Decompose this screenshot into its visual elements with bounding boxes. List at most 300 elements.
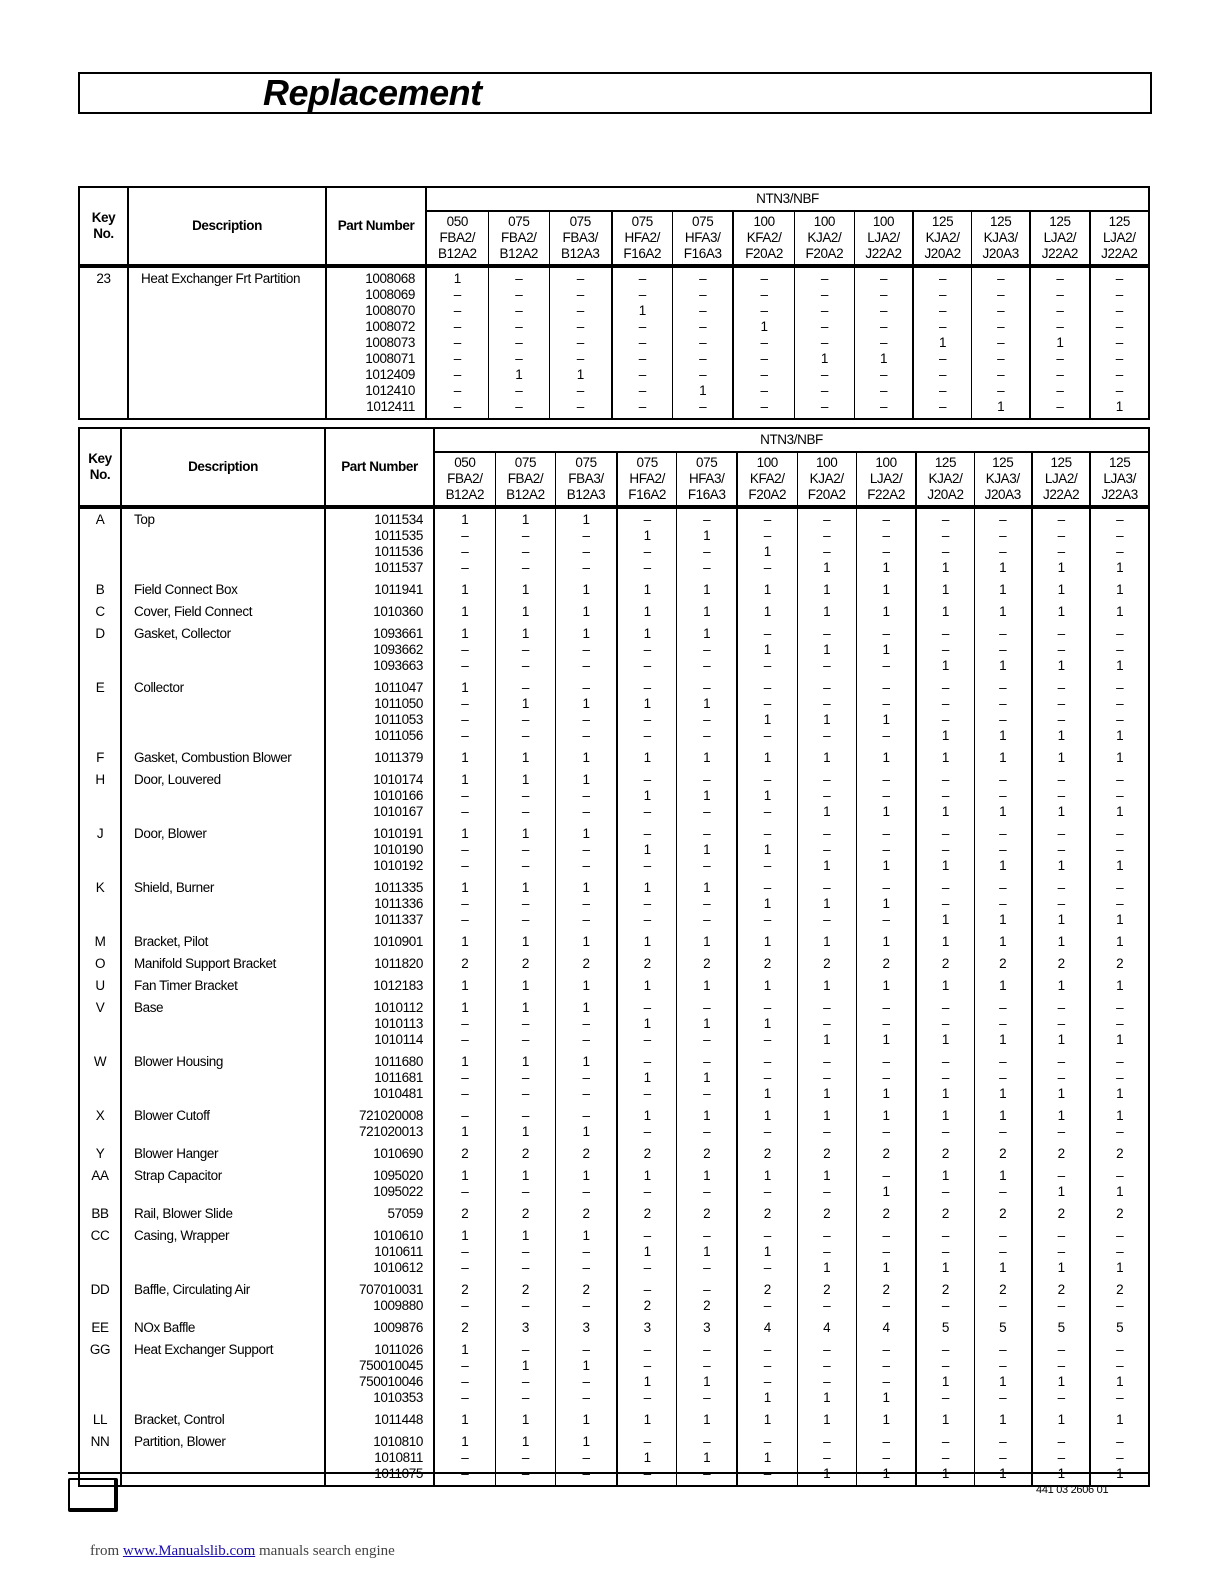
quantity-value: – bbox=[582, 1244, 590, 1259]
quantity-value: 1 bbox=[1116, 1412, 1124, 1427]
header-model-column bbox=[617, 452, 677, 507]
description-cell-text: Rail, Blower Slide bbox=[134, 1206, 233, 1221]
quantity-cell bbox=[1090, 601, 1149, 623]
quantity-value: – bbox=[515, 383, 523, 398]
quantity-value: 1 bbox=[521, 1168, 529, 1183]
quantity-value: – bbox=[1056, 303, 1064, 318]
quantity-value: – bbox=[941, 626, 950, 641]
quantity-value: – bbox=[582, 842, 590, 857]
quantity-value: 2 bbox=[882, 1146, 890, 1161]
quantity-cell bbox=[1032, 931, 1091, 953]
header-model-column bbox=[549, 211, 611, 266]
quantity-value: 1 bbox=[643, 696, 651, 711]
quantity-value: – bbox=[1057, 642, 1065, 657]
quantity-value: – bbox=[763, 1342, 771, 1357]
table-row bbox=[79, 1339, 1149, 1409]
quantity-value: 1 bbox=[703, 978, 711, 993]
quantity-value: – bbox=[1057, 544, 1065, 559]
model-label-line2: FBA3/ bbox=[568, 471, 604, 486]
quantity-value: 1 bbox=[703, 528, 711, 543]
quantity-value: – bbox=[879, 383, 888, 398]
quantity-cell bbox=[677, 769, 737, 823]
quantity-value: – bbox=[1115, 383, 1123, 398]
description-cell bbox=[121, 997, 325, 1051]
quantity-value: – bbox=[820, 367, 828, 382]
quantity-cell bbox=[916, 1143, 974, 1165]
quantity-value: 1 bbox=[461, 1342, 469, 1357]
quantity-value: – bbox=[699, 303, 707, 318]
quantity-cell bbox=[617, 975, 677, 997]
manualslib-link[interactable]: www.Manualslib.com bbox=[122, 1543, 256, 1559]
quantity-cell bbox=[556, 769, 617, 823]
part-number-cell bbox=[325, 769, 434, 823]
model-label-line1: 125 bbox=[931, 214, 954, 229]
part-number-cell bbox=[325, 747, 434, 769]
key-no-cell bbox=[79, 1409, 121, 1431]
quantity-value: 1 bbox=[703, 1070, 711, 1085]
quantity-value: 1 bbox=[643, 842, 651, 857]
quantity-value: – bbox=[582, 528, 590, 543]
quantity-cell bbox=[797, 601, 856, 623]
quantity-value: – bbox=[823, 626, 831, 641]
quantity-cell bbox=[617, 877, 677, 931]
table-row bbox=[79, 579, 1149, 601]
table-row bbox=[79, 877, 1149, 931]
quantity-value: – bbox=[521, 1374, 529, 1389]
quantity-cell bbox=[1032, 953, 1091, 975]
quantity-value: – bbox=[1057, 1000, 1065, 1015]
quantity-cell bbox=[617, 1409, 677, 1431]
quantity-value: – bbox=[1057, 626, 1065, 641]
quantity-value: – bbox=[461, 642, 469, 657]
quantity-value: – bbox=[515, 335, 523, 350]
part-number: 1008073 bbox=[365, 335, 415, 350]
quantity-cell bbox=[617, 507, 677, 579]
quantity-value: – bbox=[1116, 788, 1124, 803]
key-no-cell bbox=[79, 1279, 121, 1317]
header-model-column bbox=[1030, 211, 1089, 266]
quantity-value: – bbox=[999, 1228, 1007, 1243]
quantity-value: – bbox=[941, 680, 950, 695]
quantity-value: – bbox=[1057, 1342, 1065, 1357]
table-row bbox=[79, 997, 1149, 1051]
quantity-value: – bbox=[823, 512, 831, 527]
quantity-value bbox=[496, 1466, 555, 1482]
quantity-cell bbox=[495, 877, 555, 931]
quantity-value: – bbox=[763, 696, 771, 711]
part-number: 1011053 bbox=[374, 712, 423, 727]
quantity-value: 1 bbox=[941, 1086, 950, 1101]
part-number-cell bbox=[325, 1225, 434, 1279]
quantity-value: – bbox=[941, 788, 950, 803]
model-label-line2: KJA2/ bbox=[809, 471, 844, 486]
quantity-cell bbox=[617, 997, 677, 1051]
quantity-value: – bbox=[638, 351, 646, 366]
model-label-line3: B12A3 bbox=[560, 246, 600, 261]
key-no-cell-text: NN bbox=[90, 1434, 110, 1449]
part-number: 1010610 bbox=[373, 1228, 423, 1243]
key-no-cell bbox=[79, 823, 121, 877]
quantity-cell bbox=[797, 1203, 856, 1225]
quantity-value: – bbox=[1057, 1168, 1065, 1183]
key-no-cell-text: C bbox=[95, 604, 105, 619]
header-model-column bbox=[677, 452, 737, 507]
quantity-value: – bbox=[521, 658, 529, 673]
quantity-value: – bbox=[999, 1016, 1007, 1031]
quantity-value: 1 bbox=[582, 826, 590, 841]
quantity-cell bbox=[556, 1431, 617, 1486]
quantity-cell bbox=[495, 623, 555, 677]
quantity-value: – bbox=[1116, 1000, 1124, 1015]
description-cell-text: Baffle, Circulating Air bbox=[134, 1282, 250, 1297]
quantity-value: 1 bbox=[1116, 658, 1124, 673]
quantity-cell bbox=[556, 1051, 617, 1105]
quantity-value: 1 bbox=[939, 335, 947, 350]
quantity-value: 1 bbox=[999, 1032, 1007, 1047]
description-cell-text: Base bbox=[134, 1000, 164, 1015]
quantity-value: – bbox=[941, 896, 950, 911]
part-number: 1010167 bbox=[373, 804, 423, 819]
part-number: 1011337 bbox=[374, 912, 423, 927]
quantity-cell bbox=[797, 997, 856, 1051]
part-number: 1011681 bbox=[374, 1070, 423, 1085]
quantity-value: – bbox=[882, 1054, 890, 1069]
model-label-line1: 125 bbox=[1049, 214, 1071, 229]
quantity-cell bbox=[1032, 1317, 1091, 1339]
quantity-value: 1 bbox=[643, 1016, 651, 1031]
quantity-value: 1 bbox=[699, 383, 707, 398]
quantity-value: – bbox=[823, 1016, 831, 1031]
quantity-cell bbox=[913, 266, 972, 419]
quantity-value: 1 bbox=[643, 1108, 651, 1123]
quantity-cell bbox=[916, 623, 974, 677]
quantity-value: 2 bbox=[941, 956, 950, 971]
quantity-value: – bbox=[461, 728, 469, 743]
header-model-group: NTN3/NBF bbox=[434, 428, 1149, 452]
quantity-value: – bbox=[882, 544, 890, 559]
table-row bbox=[79, 747, 1149, 769]
model-label-line1: 100 bbox=[875, 455, 897, 470]
part-number: 1011535 bbox=[374, 528, 423, 543]
quantity-cell bbox=[974, 997, 1032, 1051]
quantity-value: – bbox=[521, 1032, 529, 1047]
quantity-value bbox=[917, 1466, 973, 1482]
key-no-cell bbox=[79, 877, 121, 931]
quantity-cell bbox=[434, 953, 495, 975]
quantity-value: – bbox=[1116, 512, 1124, 527]
part-number-cell bbox=[326, 266, 426, 419]
header-model-column bbox=[556, 452, 617, 507]
model-label-line2: KFA2/ bbox=[746, 230, 782, 245]
quantity-value: 3 bbox=[703, 1320, 711, 1335]
quantity-value: 2 bbox=[1057, 1282, 1065, 1297]
quantity-value: – bbox=[1116, 1054, 1124, 1069]
quantity-value: – bbox=[823, 788, 831, 803]
quantity-value: 1 bbox=[1057, 1374, 1065, 1389]
quantity-value: – bbox=[760, 383, 768, 398]
quantity-value: 1 bbox=[941, 1168, 950, 1183]
model-label-line3: J20A3 bbox=[984, 487, 1021, 502]
quantity-cell bbox=[1090, 1105, 1149, 1143]
quantity-value: 1 bbox=[823, 582, 831, 597]
quantity-cell bbox=[434, 997, 495, 1051]
quantity-cell bbox=[737, 953, 797, 975]
quantity-value: – bbox=[882, 626, 890, 641]
quantity-cell bbox=[1090, 1339, 1149, 1409]
quantity-value: – bbox=[703, 728, 711, 743]
header-model-column bbox=[913, 211, 972, 266]
description-cell-text: Bracket, Control bbox=[134, 1412, 225, 1427]
key-no-cell bbox=[79, 769, 121, 823]
quantity-value: 1 bbox=[999, 1374, 1007, 1389]
quantity-cell bbox=[1032, 823, 1091, 877]
quantity-cell bbox=[556, 997, 617, 1051]
description-cell bbox=[121, 623, 325, 677]
quantity-cell bbox=[556, 877, 617, 931]
quantity-cell bbox=[677, 1409, 737, 1431]
quantity-value: 2 bbox=[941, 1282, 950, 1297]
quantity-cell bbox=[617, 1051, 677, 1105]
quantity-value: – bbox=[643, 680, 651, 695]
table-row bbox=[79, 769, 1149, 823]
quantity-value: 2 bbox=[882, 1282, 890, 1297]
quantity-cell bbox=[1030, 266, 1089, 419]
quantity-value: – bbox=[461, 1374, 469, 1389]
quantity-cell bbox=[916, 579, 974, 601]
key-no-cell bbox=[79, 1339, 121, 1409]
quantity-value: – bbox=[999, 1298, 1007, 1313]
quantity-cell bbox=[797, 1051, 856, 1105]
key-no-cell-text: E bbox=[95, 680, 105, 695]
quantity-value: – bbox=[939, 367, 947, 382]
quantity-cell bbox=[916, 747, 974, 769]
part-number: 1011536 bbox=[374, 544, 423, 559]
header-part-number: Part Number bbox=[325, 428, 434, 507]
quantity-value: – bbox=[1115, 271, 1123, 286]
key-no-cell bbox=[79, 266, 128, 419]
quantity-cell bbox=[495, 1225, 555, 1279]
part-number: 721020013 bbox=[359, 1124, 423, 1139]
model-label-line3: J22A2 bbox=[1042, 487, 1080, 502]
quantity-value: – bbox=[763, 560, 771, 575]
quantity-value: – bbox=[882, 826, 890, 841]
quantity-value: – bbox=[1057, 1124, 1065, 1139]
quantity-value: – bbox=[1116, 1450, 1124, 1465]
quantity-value: 1 bbox=[1116, 1260, 1124, 1275]
quantity-value: – bbox=[1115, 351, 1123, 366]
quantity-value: – bbox=[823, 1070, 831, 1085]
quantity-value: 1 bbox=[461, 880, 469, 895]
quantity-value: 1 bbox=[882, 604, 890, 619]
description-cell bbox=[121, 1051, 325, 1105]
quantity-value: – bbox=[1116, 896, 1124, 911]
part-number: 750010046 bbox=[359, 1374, 423, 1389]
quantity-cell bbox=[677, 953, 737, 975]
key-no-cell bbox=[79, 747, 121, 769]
quantity-cell bbox=[797, 1339, 856, 1409]
quantity-cell bbox=[797, 747, 856, 769]
quantity-value: – bbox=[823, 1342, 831, 1357]
quantity-value: 1 bbox=[643, 934, 651, 949]
part-number: 1010360 bbox=[373, 604, 423, 619]
table-row bbox=[79, 1431, 1149, 1486]
quantity-value: 1 bbox=[582, 1054, 590, 1069]
quantity-value: – bbox=[823, 680, 831, 695]
part-number-cell bbox=[325, 1279, 434, 1317]
quantity-value: – bbox=[941, 642, 950, 657]
quantity-value: 1 bbox=[703, 1412, 711, 1427]
quantity-cell bbox=[916, 997, 974, 1051]
part-number: 1012183 bbox=[373, 978, 423, 993]
quantity-value: – bbox=[521, 728, 529, 743]
model-label-line3: F20A2 bbox=[805, 246, 844, 261]
quantity-value: – bbox=[515, 271, 523, 286]
quantity-cell bbox=[434, 1143, 495, 1165]
quantity-value: – bbox=[763, 912, 771, 927]
model-label-line1: 075 bbox=[696, 455, 718, 470]
quantity-cell bbox=[974, 1409, 1032, 1431]
quantity-value: – bbox=[699, 287, 707, 302]
quantity-value: – bbox=[763, 1000, 771, 1015]
quantity-cell bbox=[677, 975, 737, 997]
quantity-value: – bbox=[882, 1244, 890, 1259]
quantity-cell bbox=[677, 1203, 737, 1225]
description-cell-text: Heat Exchanger Support bbox=[134, 1342, 274, 1357]
quantity-cell bbox=[617, 1279, 677, 1317]
quantity-value: – bbox=[882, 1228, 890, 1243]
parts-table-heat-exchanger bbox=[78, 186, 1150, 420]
quantity-value: 2 bbox=[823, 1146, 831, 1161]
quantity-value: – bbox=[1056, 319, 1064, 334]
quantity-cell bbox=[495, 823, 555, 877]
quantity-value: 1 bbox=[703, 1244, 711, 1259]
quantity-value: – bbox=[582, 1450, 590, 1465]
quantity-cell bbox=[737, 975, 797, 997]
quantity-value: – bbox=[999, 826, 1007, 841]
quantity-value: – bbox=[582, 680, 590, 695]
quantity-value: 1 bbox=[521, 1412, 529, 1427]
page-title-box bbox=[78, 72, 1152, 114]
quantity-cell bbox=[916, 1339, 974, 1409]
quantity-value: – bbox=[582, 912, 590, 927]
quantity-value: 1 bbox=[521, 604, 529, 619]
quantity-value: 1 bbox=[941, 582, 950, 597]
quantity-cell bbox=[1090, 266, 1149, 419]
key-no-cell bbox=[79, 579, 121, 601]
quantity-value: – bbox=[1116, 626, 1124, 641]
model-label-line2: KJA3/ bbox=[985, 471, 1020, 486]
quantity-value: – bbox=[939, 271, 947, 286]
quantity-cell bbox=[1032, 1225, 1091, 1279]
quantity-value: – bbox=[882, 1342, 890, 1357]
quantity-value: – bbox=[521, 1390, 529, 1405]
quantity-value: – bbox=[699, 351, 707, 366]
quantity-value: – bbox=[941, 880, 950, 895]
quantity-value: 2 bbox=[582, 1282, 590, 1297]
quantity-cell bbox=[797, 975, 856, 997]
quantity-value: 1 bbox=[882, 1108, 890, 1123]
quantity-cell bbox=[1032, 1203, 1091, 1225]
quantity-value: – bbox=[582, 728, 590, 743]
quantity-value: 2 bbox=[461, 1320, 469, 1335]
quantity-value: – bbox=[461, 842, 469, 857]
quantity-cell bbox=[737, 1051, 797, 1105]
quantity-value: 1 bbox=[999, 912, 1007, 927]
quantity-value: – bbox=[699, 319, 707, 334]
quantity-value: 1 bbox=[941, 858, 950, 873]
quantity-cell bbox=[495, 1143, 555, 1165]
quantity-value: 2 bbox=[823, 1206, 831, 1221]
quantity-value: – bbox=[879, 319, 888, 334]
quantity-value: 1 bbox=[521, 1434, 529, 1449]
quantity-value: 1 bbox=[999, 1260, 1007, 1275]
quantity-value: – bbox=[521, 1086, 529, 1101]
quantity-value: 1 bbox=[823, 712, 831, 727]
part-number: 1093662 bbox=[373, 642, 423, 657]
quantity-cell bbox=[1032, 1105, 1091, 1143]
quantity-value: 1 bbox=[461, 1228, 469, 1243]
quantity-value: – bbox=[999, 896, 1007, 911]
quantity-value: – bbox=[582, 642, 590, 657]
quantity-value: 1 bbox=[941, 934, 950, 949]
part-number: 1011047 bbox=[374, 680, 423, 695]
quantity-value: 1 bbox=[823, 1390, 831, 1405]
description-cell bbox=[121, 601, 325, 623]
quantity-value: 1 bbox=[582, 880, 590, 895]
quantity-value: – bbox=[1056, 351, 1064, 366]
part-number: 1011680 bbox=[374, 1054, 423, 1069]
quantity-cell bbox=[797, 1317, 856, 1339]
part-number: 1011050 bbox=[374, 696, 423, 711]
quantity-cell bbox=[974, 1143, 1032, 1165]
quantity-value: – bbox=[643, 896, 651, 911]
quantity-value: – bbox=[1057, 1434, 1065, 1449]
quantity-value: – bbox=[1116, 1390, 1124, 1405]
quantity-cell bbox=[1032, 1279, 1091, 1317]
quantity-cell bbox=[797, 953, 856, 975]
quantity-value: 1 bbox=[941, 750, 950, 765]
quantity-value: 1 bbox=[582, 696, 590, 711]
table-row bbox=[79, 601, 1149, 623]
quantity-cell bbox=[617, 1317, 677, 1339]
quantity-value: 1 bbox=[521, 880, 529, 895]
quantity-value: – bbox=[1057, 788, 1065, 803]
quantity-value: – bbox=[1116, 1124, 1124, 1139]
quantity-cell bbox=[797, 1431, 856, 1486]
quantity-value: 1 bbox=[643, 880, 651, 895]
quantity-cell bbox=[737, 747, 797, 769]
quantity-value: – bbox=[643, 1124, 651, 1139]
part-number-cell bbox=[325, 677, 434, 747]
quantity-value: – bbox=[582, 1070, 590, 1085]
description-cell-text: Top bbox=[134, 512, 155, 527]
key-no-cell bbox=[79, 997, 121, 1051]
quantity-value: – bbox=[941, 1342, 950, 1357]
quantity-value: 1 bbox=[882, 978, 890, 993]
quantity-value: – bbox=[882, 658, 890, 673]
key-no-cell-text: LL bbox=[92, 1412, 108, 1427]
quantity-value: – bbox=[643, 712, 651, 727]
quantity-value: – bbox=[576, 303, 584, 318]
quantity-value: 5 bbox=[941, 1320, 950, 1335]
table-row bbox=[79, 1165, 1149, 1203]
part-number-cell bbox=[325, 997, 434, 1051]
quantity-value: 1 bbox=[1116, 912, 1124, 927]
quantity-value: – bbox=[582, 1032, 590, 1047]
quantity-value: 1 bbox=[823, 642, 831, 657]
quantity-value: – bbox=[763, 772, 771, 787]
quantity-value: – bbox=[882, 696, 890, 711]
